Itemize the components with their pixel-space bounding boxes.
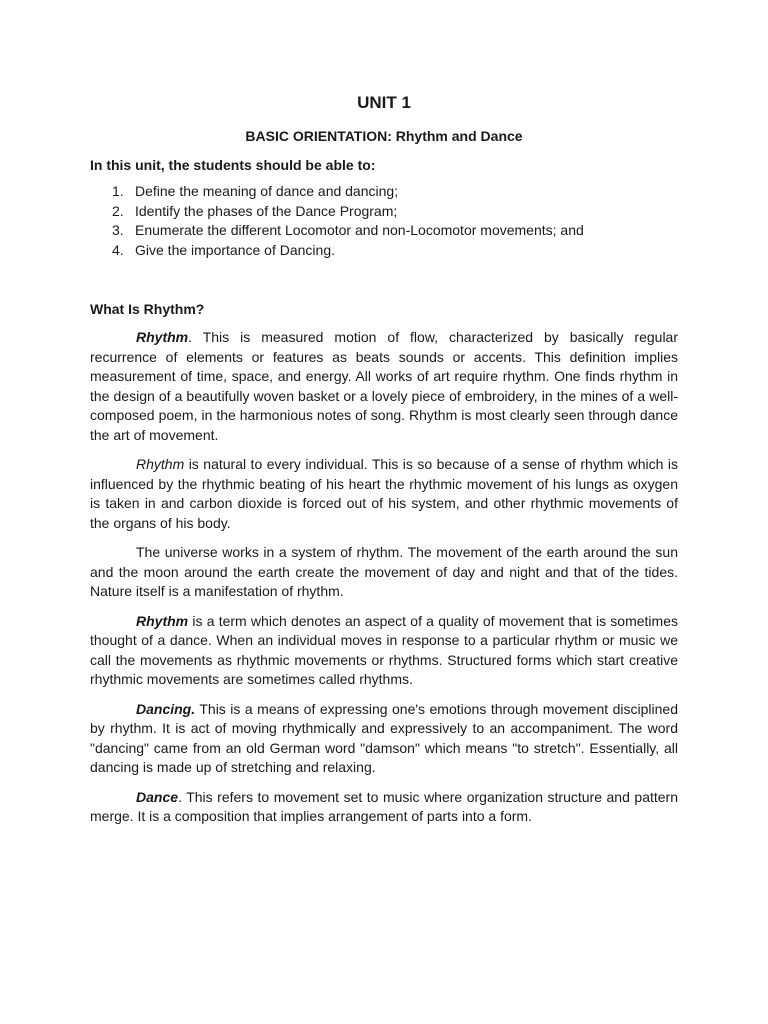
objective-text: Identify the phases of the Dance Program;	[135, 202, 398, 219]
paragraph-body: . This is measured motion of flow, characterized by basically regular recurrence of elements or features as beats sounds or accents. This definition implies measurement of time, space, and energy. All works of art require rhythm. One finds rhythm in the design of a beautifully woven basket or a lovely piece of embroidery, in the mines of a well-composed poem, in the harmonious notes of song. Rhythm is most clearly seen through dance the art of movement.	[90, 329, 678, 443]
objective-number: 2.	[112, 202, 124, 219]
paragraph-universe	[90, 543, 678, 602]
objective-item	[90, 241, 678, 261]
term-rhythm: Rhythm	[136, 456, 185, 473]
paragraph-body: This is a means of expressing one's emotions through movement disciplined by rhythm. It is act of moving rhythmically and expressively to an accompaniment. The word "dancing" came from an old German word "damson" which means "to stretch". Essentially, all dancing is made up of stretching and relaxing.	[90, 700, 678, 776]
paragraph-rhythm-natural	[90, 455, 678, 533]
unit-subtitle: BASIC ORIENTATION: Rhythm and Dance	[245, 128, 523, 144]
objective-number: 3.	[112, 222, 124, 239]
paragraph-rhythm-term	[90, 612, 678, 690]
paragraph-body: . This refers to movement set to music where organization structure and pattern merge. It is a composition that implies arrangement of parts into a form.	[90, 788, 678, 825]
objective-item	[90, 182, 678, 202]
objective-item	[90, 202, 678, 222]
section-heading: What Is Rhythm?	[90, 301, 205, 318]
objective-text: Give the importance of Dancing.	[135, 241, 335, 258]
objective-text: Enumerate the different Locomotor and non-Locomotor movements; and	[135, 222, 584, 239]
paragraph-body: is natural to every individual. This is so because of a sense of rhythm which is influenced by the rhythmic beating of his heart the rhythmic movement of his lungs as oxygen is taken in and carbon dioxide is forced out of his system, and other rhythmic movements of the organs of his body.	[90, 456, 678, 531]
paragraph-body: The universe works in a system of rhythm. The movement of the earth around the sun and the moon around the earth create the movement of day and night and that of the tides. Nature itself is a manifestation of rhythm.	[90, 544, 678, 600]
paragraph-rhythm-definition	[90, 328, 678, 445]
objectives-intro: In this unit, the students should be able to:	[90, 157, 376, 173]
paragraph-body: is a term which denotes an aspect of a quality of movement that is sometimes thought of a dance. When an individual moves in response to a particular rhythm or music we call the movements as rhythmic movements or rhythms. Structured forms which start creative rhythmic movements are sometimes called rhythms.	[90, 612, 678, 688]
objective-text: Define the meaning of dance and dancing;	[135, 183, 399, 199]
document-page	[90, 92, 678, 837]
paragraph-dancing	[90, 700, 678, 778]
term-rhythm: Rhythm	[136, 329, 189, 346]
unit-title: UNIT 1	[357, 93, 411, 112]
term-dancing: Dancing.	[136, 700, 196, 717]
paragraph-dance	[90, 788, 678, 827]
term-rhythm: Rhythm	[136, 612, 189, 629]
objective-number: 4.	[112, 241, 124, 258]
objectives-list	[90, 182, 678, 260]
objective-item	[90, 221, 678, 241]
objective-number: 1.	[112, 183, 124, 199]
term-dance: Dance	[136, 788, 179, 805]
